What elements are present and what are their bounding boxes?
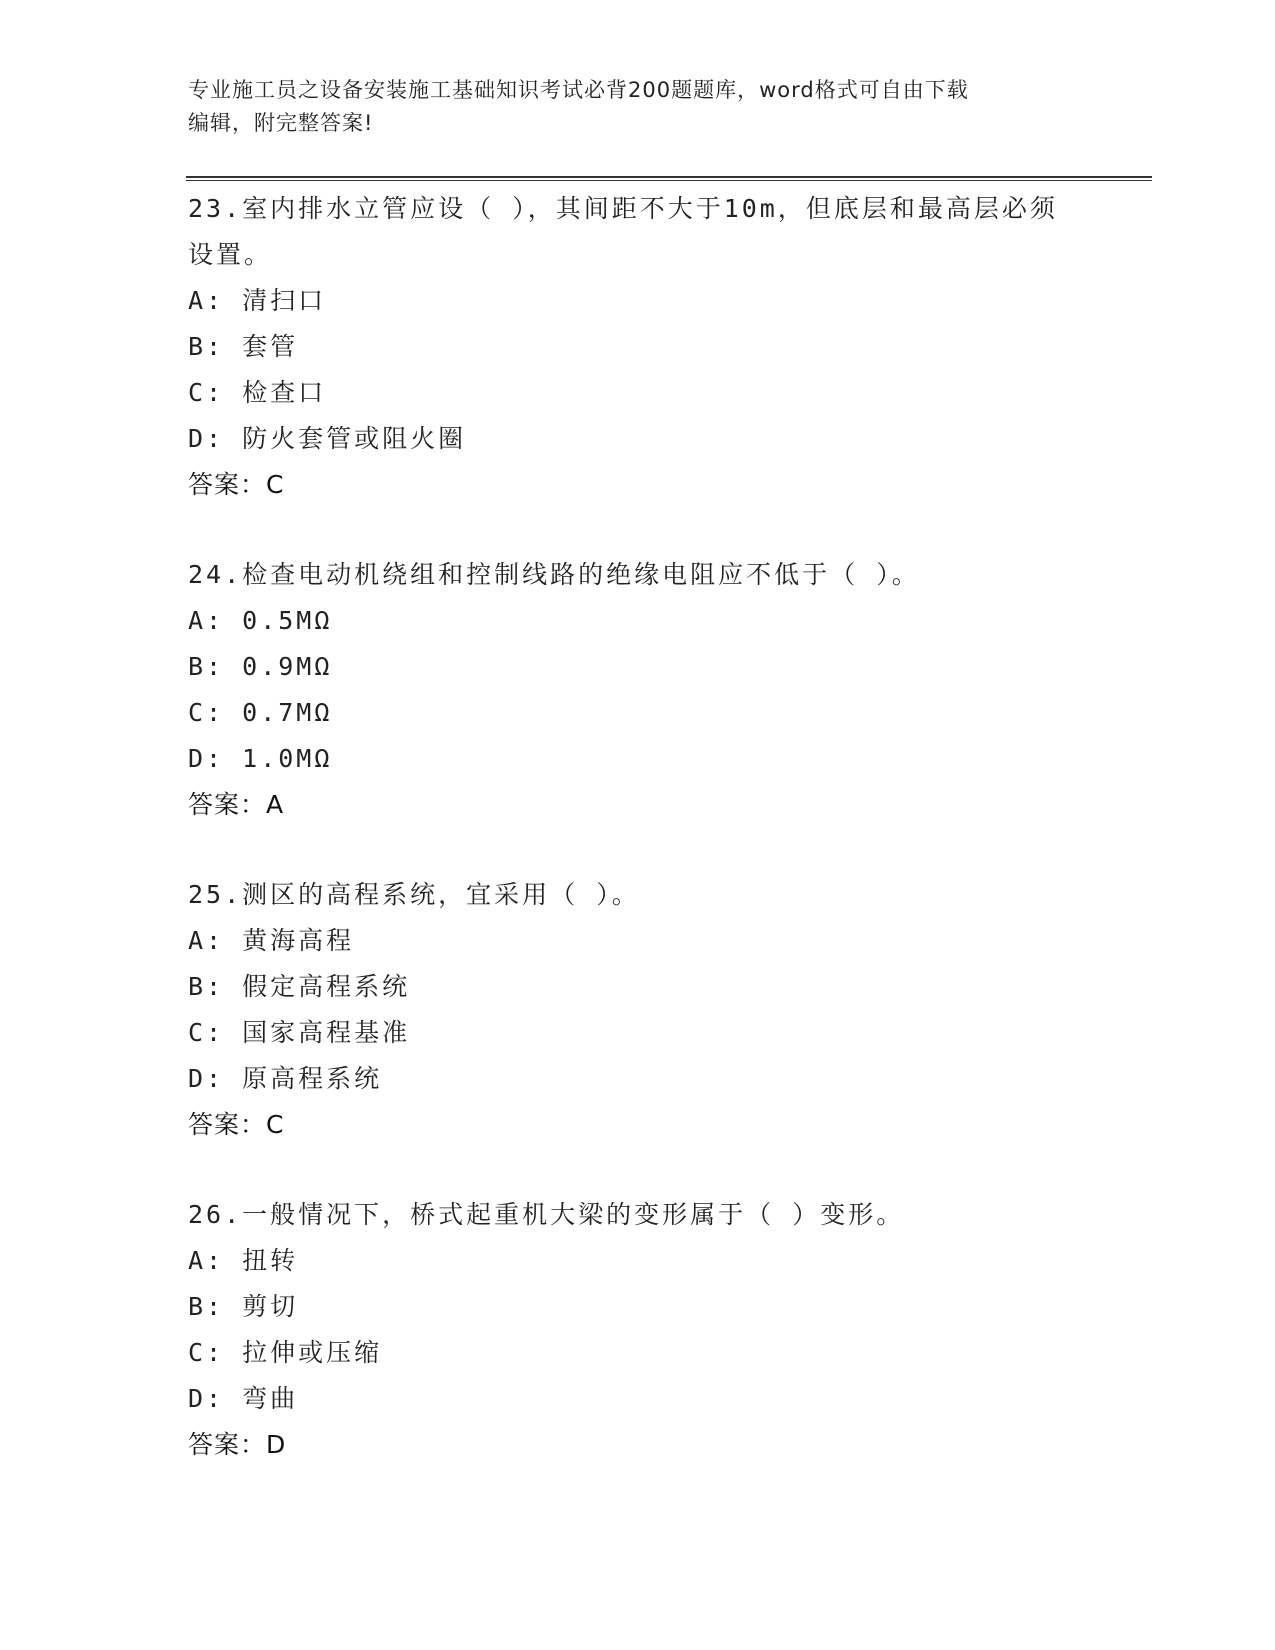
option-c: C: 检查口 [188, 378, 327, 407]
option-a: A: 黄海高程 [188, 926, 355, 955]
option-d: D: 1.0MΩ [188, 744, 333, 773]
spacer [188, 1148, 1088, 1192]
question-25 [188, 872, 1088, 1148]
option-b: B: 套管 [188, 332, 299, 361]
option-b: B: 剪切 [188, 1292, 299, 1321]
answer: 答案：C [188, 1110, 285, 1139]
option-b: B: 0.9MΩ [188, 652, 333, 681]
spacer [188, 828, 1088, 872]
option-c: C: 0.7MΩ [188, 698, 333, 727]
answer: 答案：C [188, 470, 285, 499]
option-d: D: 弯曲 [188, 1384, 299, 1413]
header-line-1: 专业施工员之设备安装施工基础知识考试必背200题题库，word格式可自由下载 [188, 78, 969, 102]
question-list [188, 186, 1088, 1468]
question-26 [188, 1192, 1088, 1468]
option-d: D: 原高程系统 [188, 1064, 383, 1093]
option-d: D: 防火套管或阻火圈 [188, 424, 467, 453]
option-b: B: 假定高程系统 [188, 972, 411, 1001]
answer: 答案：A [188, 790, 285, 819]
header-divider [186, 176, 1152, 181]
answer: 答案：D [188, 1430, 287, 1459]
option-a: A: 扭转 [188, 1246, 299, 1275]
question-23 [188, 186, 1088, 508]
question-text: 25.测区的高程系统，宜采用（ ）。 [188, 880, 640, 909]
spacer [188, 508, 1088, 552]
question-24 [188, 552, 1088, 828]
option-a: A: 清扫口 [188, 286, 327, 315]
question-text: 23.室内排水立管应设（ ），其间距不大于10m，但底层和最高层必须 [188, 194, 1058, 223]
question-text: 24.检查电动机绕组和控制线路的绝缘电阻应不低于（ ）。 [188, 560, 920, 589]
header-line-2: 编辑，附完整答案! [188, 111, 374, 135]
option-c: C: 拉伸或压缩 [188, 1338, 383, 1367]
question-text-continued: 设置。 [188, 240, 273, 269]
option-a: A: 0.5MΩ [188, 606, 333, 635]
option-c: C: 国家高程基准 [188, 1018, 411, 1047]
document-header [188, 74, 1088, 140]
question-text: 26.一般情况下，桥式起重机大梁的变形属于（ ）变形。 [188, 1200, 905, 1229]
